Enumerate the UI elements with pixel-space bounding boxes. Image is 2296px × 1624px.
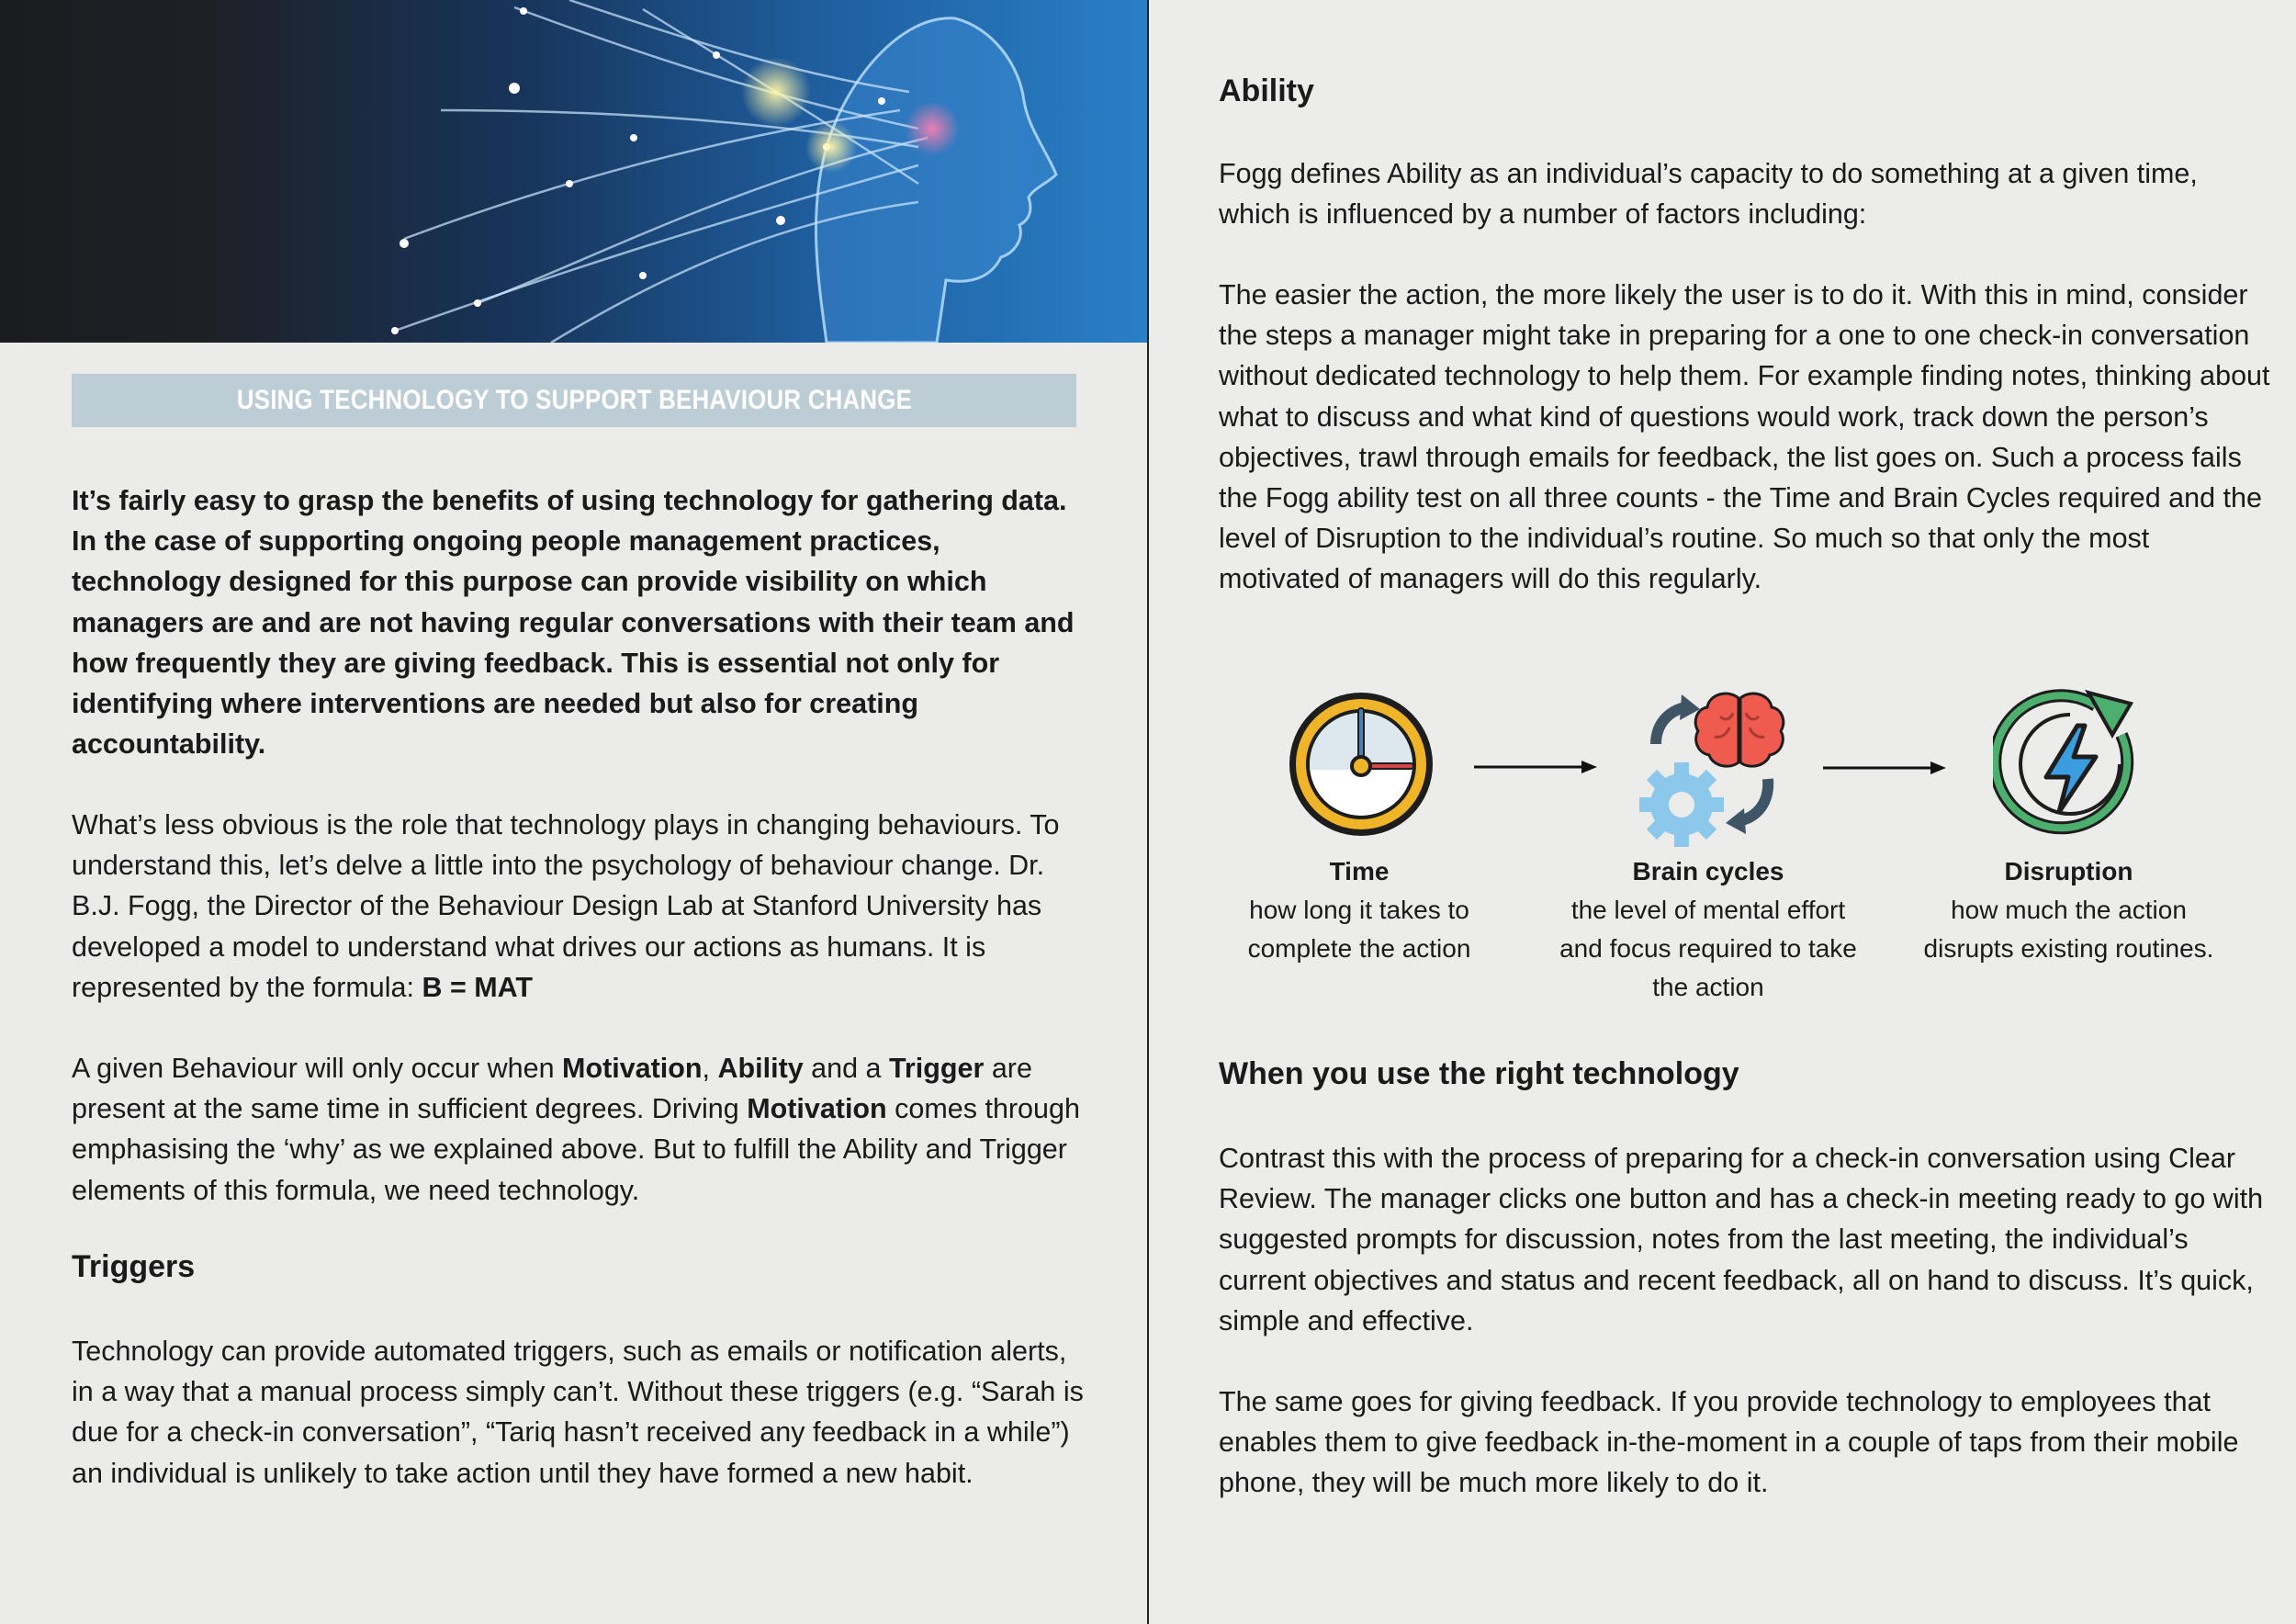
brain-gear-icon [1630, 687, 1791, 848]
factor-desc: the level of mental effort and focus required to take the action [1559, 896, 1857, 1001]
psychology-paragraph [72, 805, 1091, 1008]
term-trigger: Trigger [888, 1053, 985, 1084]
lightning-cycle-icon [1993, 687, 2149, 843]
hero-image [0, 0, 1147, 343]
psychology-text: What’s less obvious is the role that technology plays in changing behaviours. To understand this, let’s delve a little into the psychology of behaviour change. Dr. B.J. Fogg, the Director of the Behaviour Design Lab at Stanford University has developed a model to understand what drives our actions as humans. It is represented by the formula: [72, 809, 1060, 1003]
factor-desc: how long it takes to complete the action [1247, 896, 1471, 963]
banner-title: USING TECHNOLOGY TO SUPPORT BEHAVIOUR CHANGE [236, 385, 912, 415]
factor-disruption [1906, 852, 2232, 968]
clock-icon [1286, 689, 1437, 840]
section-banner [72, 374, 1076, 427]
technology-paragraph-2: The same goes for giving feedback. If you provide technology to employees that enables them to give feedback in-the-moment in a couple of taps from their mobile phone, they will be much more likely to do it. [1219, 1386, 2239, 1499]
technology-heading: When you use the right technology [1219, 1056, 1739, 1091]
arrow-right-icon [1474, 758, 1598, 776]
triggers-heading: Triggers [72, 1249, 196, 1284]
formula: B = MAT [422, 971, 534, 1003]
intro-paragraph: It’s fairly easy to grasp the benefits of using technology for gathering data. In the case of supporting ongoing people management practices, technology designed for this purpose can provide visibility on which managers are and are not having regular conversations with their team and how frequently they are giving feedback. This is essential not only for identifying where interventions are needed but also for creating accountability. [72, 485, 1075, 761]
term-ability: Ability [717, 1053, 804, 1084]
left-page [0, 0, 1147, 1624]
factor-title: Time [1329, 857, 1390, 885]
factor-title: Brain cycles [1632, 857, 1784, 885]
factor-time [1221, 852, 1497, 968]
ability-intro: Fogg defines Ability as an individual’s capacity to do something at a given time, which is influenced by a number of factors including: [1219, 158, 2198, 231]
term-motivation-2: Motivation [747, 1093, 887, 1125]
digital-head-illustration [0, 0, 1147, 343]
text-span: and a [803, 1053, 889, 1084]
arrow-right-icon-2 [1823, 759, 1947, 777]
factor-title: Disruption [2004, 857, 2133, 885]
factor-brain-cycles [1543, 852, 1874, 1007]
text-span: , [702, 1053, 718, 1084]
technology-paragraph-1: Contrast this with the process of preparing for a check-in conversation using Clear Review. The manager clicks one button and has a check-in meeting ready to go with suggested prompts for discussion, notes from the last meeting, the individual’s current objectives and status and recent feedback, all on hand to discuss. It’s quick, simple and effective. [1219, 1143, 2264, 1336]
factor-desc: how much the action disrupts existing routines. [1923, 896, 2214, 963]
ability-heading: Ability [1219, 73, 1314, 108]
text-span: comes through emphasising the ‘why’ as we explained above. But to fulfill the Ability and Trigger elements of this formula, we need technology. [72, 1093, 1080, 1206]
text-span: A given Behaviour will only occur when [72, 1053, 563, 1084]
term-motivation: Motivation [562, 1053, 703, 1084]
ability-paragraph: The easier the action, the more likely the user is to do it. With this in mind, consider the steps a manager might take in preparing for a one to one check-in conversation without dedicated technology to help them. For example finding notes, thinking about what to discuss and what kind of questions would work, track down the person’s objectives, trawl through emails for feedback, the list goes on. Such a process fails the Fogg ability test on all three counts - the Time and Brain Cycles required and the level of Disruption to the individual’s routine. So much so that only the most motivated of managers will do this regularly. [1219, 279, 2270, 595]
text-span: are present at the same time in sufficient degrees. Driving [72, 1053, 1032, 1125]
behaviour-paragraph [72, 1048, 1091, 1211]
triggers-paragraph: Technology can provide automated triggers, such as emails or notification alerts, in a way that a manual process simply can’t. Without these triggers (e.g. “Sarah is due for a check-in conversation”, “Tariq hasn’t received any feedback in a while”) an individual is unlikely to take action until they have formed a new habit. [72, 1336, 1084, 1489]
